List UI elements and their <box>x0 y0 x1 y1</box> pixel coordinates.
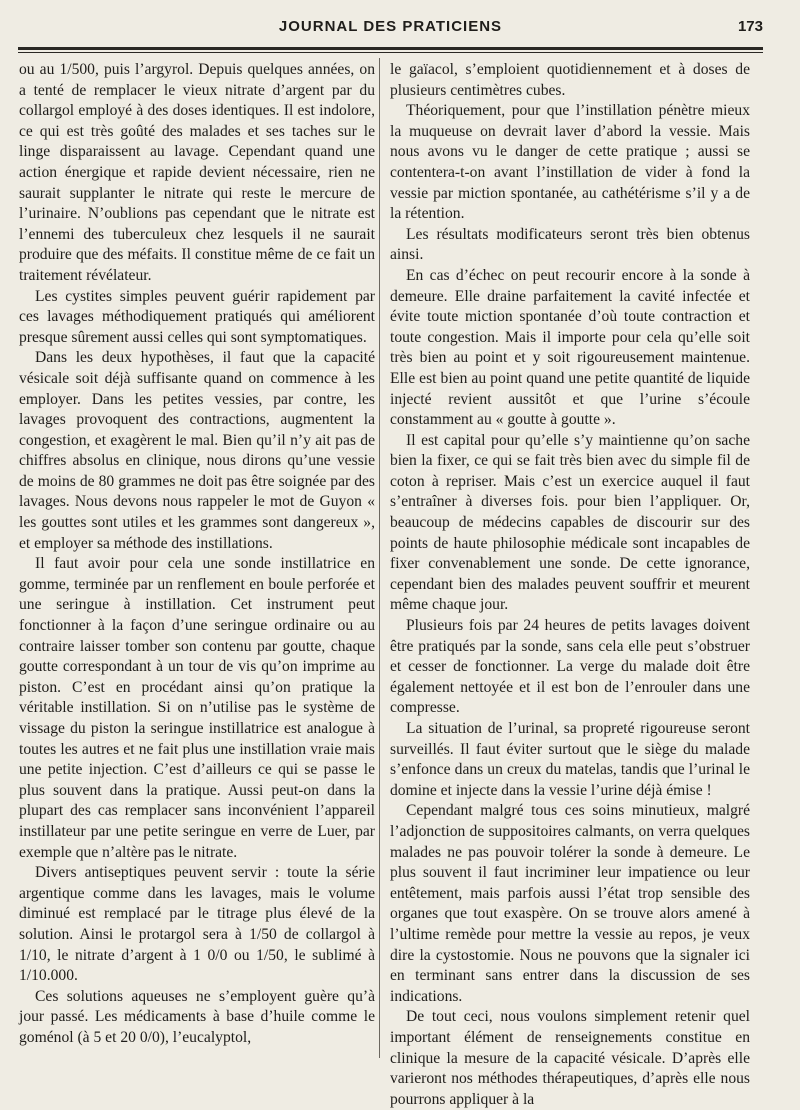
right-column <box>390 60 750 1110</box>
paragraph: Plusieurs fois par 24 heures de petits lavages doivent être pratiqués par la sonde, sans cela elle peut s’obstruer et cesser de fonctionner. La verge du malade doit être également nettoyée et il est bon de l’enrouler dans une compresse. <box>390 617 750 717</box>
header-rule-thick <box>18 47 763 50</box>
paragraph: le gaïacol, s’emploient quotidiennement et à doses de plusieurs centimètres cubes. <box>390 61 750 99</box>
paragraph: Il faut avoir pour cela une sonde instillatrice en gomme, terminée par un renflement en boule perforée et une seringue à instillation. Cet instrument peut fonctionner à la façon d’une seringue ordinaire ou au contraire laisser tomber son contenu par goutte, chaque goutte correspondant à un tour de vis qu’on imprime au piston. C’est en procédant ainsi qu’on pratique la véritable instillation. Si on n’utilise pas le système de vissage du piston la seringue instillatrice est analogue à toutes les autres et ne fait plus une instillation vraie mais une petite injection. C’est d’ailleurs ce qui se passe le plus souvent dans la pratique. Aussi peut-on dans la plupart des cas remplacer sans inconvénient l’appareil instillateur par une petite seringue en verre de Luer, par exemple que n’altère pas le nitrate. <box>19 555 375 861</box>
journal-title: JOURNAL DES PRATICIENS <box>278 18 503 35</box>
paragraph: Divers antiseptiques peuvent servir : toute la série argentique comme dans les lavages, mais le volume diminué est remplacé par le titrage plus élevé de la solution. Ainsi le protargol sera à 1/50 de collargol à 1/10, le nitrate d’argent à 1 0/0 ou 1/50, le sublimé à 1/10.000. <box>19 864 375 985</box>
paragraph: La situation de l’urinal, sa propreté rigoureuse seront surveillés. Il faut éviter surtout que le siège du malade s’enfonce dans un creux du matelas, tandis que l’urinal le domine et injecte dans la vessie l’urine déjà émise ! <box>390 720 750 799</box>
paragraph: De tout ceci, nous voulons simplement retenir quel important élément de renseignements constitue en clinique la mesure de la capacité vésicale. D’après elle varieront nos méthodes thérapeutiques, d’après elle nous pourrons appliquer à la <box>390 1008 750 1108</box>
page-number: 173 <box>737 18 763 35</box>
paragraph: Les cystites simples peuvent guérir rapidement par ces lavages méthodiquement pratiqués qui améliorent presque sûrement aussi celles qui sont symptomatiques. <box>19 287 375 346</box>
paragraph: Cependant malgré tous ces soins minutieux, malgré l’adjonction de suppositoires calmants, on verra quelques malades ne pas pouvoir tolérer la sonde à demeure. Le plus souvent il faut incriminer leur impatience ou leur entêtement, mais parfois aussi l’état trop sensible des organes que tout exaspère. On se trouve alors amené à l’ultime remède pour mettre la vessie au repos, je veux dire la cystostomie. Nous ne pouvons que la signaler ici en terminant sans entrer dans la discussion de ses indications. <box>390 802 750 1005</box>
paragraph: En cas d’échec on peut recourir encore à la sonde à demeure. Elle draine parfaitement la cavité infectée et évite toute miction spontanée d’où toute contraction et toute congestion. Mais il importe pour cela qu’elle soit très bien au point et y soit rigoureusement maintenue. Elle est bien au point quand une petite quantité de liquide injecté revient aussitôt et que l’urine s’écoule constamment au « goutte à goutte ». <box>390 266 750 429</box>
paragraph: Théoriquement, pour que l’instillation pénètre mieux la muqueuse on devrait laver d’abord la vessie. Mais nous avons vu le danger de cette pratique ; aussi se contentera-t-on avant l’instillation de vider à fond la vessie par miction spontanée, au cathétérisme s’il y a de la rétention. <box>390 102 750 223</box>
paragraph: ou au 1/500, puis l’argyrol. Depuis quelques années, on a tenté de remplacer le vieux nitrate d’argent par du collargol employé à des doses identiques. Il est indolore, ce qui est très goûté des malades et ses taches sur le linge disparaissent au lavage. Cependant quand une action énergique et rapide devient nécessaire, rien ne saurait supplanter le nitrate qui reste le mercure de l’urinaire. N’oublions pas cependant que le nitrate est l’ennemi des tuberculeux chez lesquels il ne saurait produire que des méfaits. Il constitue même de ce fait un traitement révélateur. <box>19 61 375 284</box>
page-header <box>18 16 763 46</box>
paragraph: Les résultats modificateurs seront très bien obtenus ainsi. <box>390 225 750 264</box>
left-column <box>19 60 375 1049</box>
paragraph: Il est capital pour qu’elle s’y maintienne qu’on sache bien la fixer, ce qui se fait très bien avec du simple fil de coton à repriser. Mais c’est un exercice auquel il faut s’entraîner à diverses fois. pour bien l’appliquer. Or, beaucoup de médecins capables de discourir sur des points de haute philosophie médicale sont incapables de fixer convenablement une sonde. De cette ignorance, cependant bien des malades peuvent souffrir et meurent même chaque jour. <box>390 431 750 614</box>
column-divider <box>379 58 380 1058</box>
header-rule-thin <box>18 52 763 53</box>
paragraph: Ces solutions aqueuses ne s’employent guère qu’à jour passé. Les médicaments à base d’huile comme le goménol (à 5 et 20 0/0), l’eucalyptol, <box>19 987 375 1046</box>
paragraph: Dans les deux hypothèses, il faut que la capacité vésicale soit déjà suffisante quand on commence à les employer. Dans les petites vessies, par contre, les lavages provoquent des contractions, augmentent la congestion, et exagèrent le mal. Bien qu’il n’y ait pas de chiffres absolus en clinique, nous dirons qu’une vessie de moins de 80 grammes ne doit pas être soignée par des lavages. Nous devons nous rappeler le mot de Guyon « les gouttes sont utiles et les grammes sont dangereux », et employer sa méthode des instillations. <box>19 349 375 552</box>
